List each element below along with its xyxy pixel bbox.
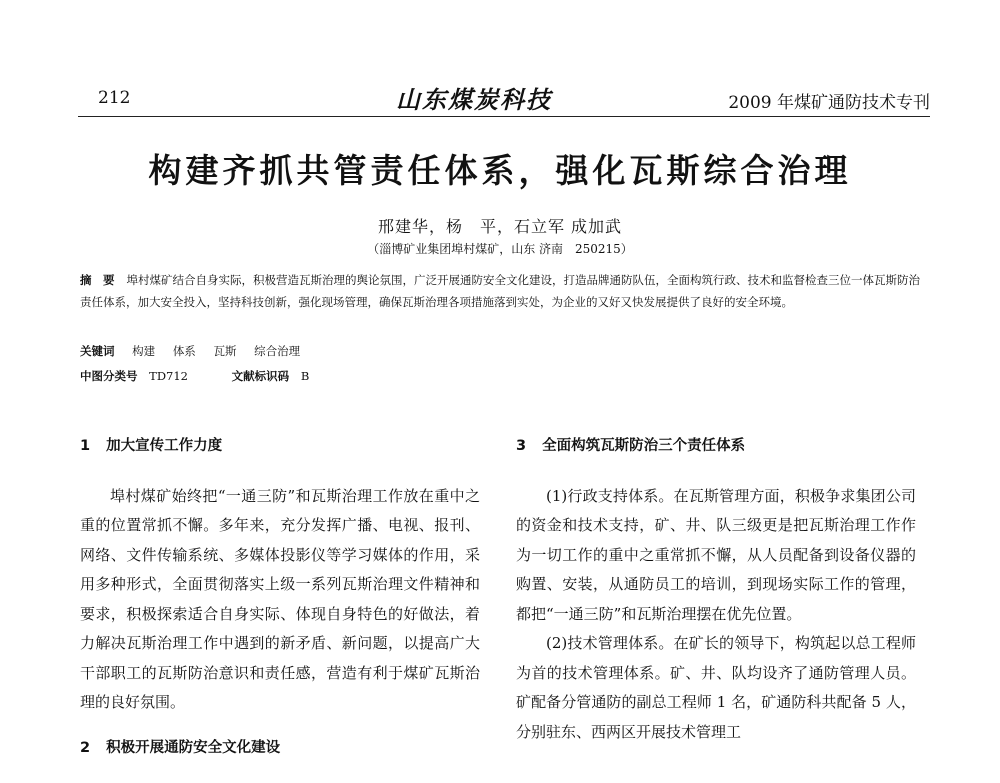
section-heading-2 <box>80 734 480 764</box>
section-number: 3 <box>516 438 527 454</box>
section-1-paragraph: 埠村煤矿始终把“一通三防”和瓦斯治理工作放在重中之重的位置常抓不懈。多年来，充分发挥广播、电视、报刊、网络、文件传输系统、多媒体投影仪等学习媒体的作用，采用多种形式，全面贯彻落实上级一系列瓦斯治理文件精神和要求，积极探索适合自身实际、体现自身特色的好做法，着力解决瓦斯治理工作中遇到的新矛盾、新问题，以提高广大干部职工的瓦斯防治意识和责任感，营造有利于煤矿瓦斯治理的良好氛围。 <box>80 486 480 711</box>
keyword: 体系 <box>172 344 196 358</box>
section-number: 2 <box>80 739 91 756</box>
keyword: 构建 <box>132 344 156 358</box>
doc-code-label: 文献标识码 <box>231 369 290 383</box>
abstract <box>80 269 920 313</box>
journal-logo: 山东煤炭科技 <box>396 85 552 114</box>
section-title: 加大宣传工作力度 <box>106 438 223 454</box>
keywords <box>80 343 314 359</box>
section-number: 1 <box>80 438 91 454</box>
page-number: 212 <box>98 88 131 108</box>
abstract-text: 埠村煤矿结合自身实际，积极营造瓦斯治理的舆论氛围，广泛开展通防安全文化建设，打造品牌通防队伍，全面构筑行政、技术和监督检查三位一体瓦斯防治责任体系，加大安全投入，坚持科技创新，强化现场管理，确保瓦斯治理各项措施落到实处，为企业的又好又快发展提供了良好的安全环境。 <box>80 273 920 309</box>
clc-value: TD712 <box>149 369 188 383</box>
keyword: 综合治理 <box>254 344 301 358</box>
section-heading-1 <box>80 432 480 462</box>
keyword: 瓦斯 <box>213 344 237 358</box>
article-title: 构建齐抓共管责任体系，强化瓦斯综合治理 <box>148 151 852 190</box>
page-header <box>78 80 930 118</box>
section-3-paragraph-2: (2)技术管理体系。在矿长的领导下，构筑起以总工程师为首的技术管理体系。矿、井、队均设齐了通防管理人员。矿配备分管通防的副总工程师 1 名，矿通防科共配备 5 人，分别驻东、西两区开展技术管理工 <box>516 634 916 741</box>
abstract-label: 摘 要 <box>80 273 115 287</box>
right-column <box>516 432 916 747</box>
keywords-label: 关键词 <box>80 344 115 358</box>
issue-title: 2009 年煤矿通防技术专刊 <box>728 93 930 113</box>
header-divider <box>78 116 930 117</box>
left-column <box>80 432 480 783</box>
section-title: 全面构筑瓦斯防治三个责任体系 <box>542 438 746 454</box>
doc-code-value: B <box>300 369 310 383</box>
affiliation: （淄博矿业集团埠村煤矿，山东 济南 250215） <box>367 242 633 256</box>
section-title: 积极开展通防安全文化建设 <box>106 739 281 756</box>
section-3-paragraph-1: (1)行政支持体系。在瓦斯管理方面，积极争求集团公司的资金和技术支持，矿、井、队三级更是把瓦斯治理工作作为一切工作的重中之重常抓不懈，从人员配备到设备仪器的购置、安装，从通防员工的培训，到现场实际工作的管理，都把“一通三防”和瓦斯治理摆在优先位置。 <box>516 486 916 623</box>
clc-label: 中图分类号 <box>80 369 138 383</box>
classification <box>80 368 309 384</box>
section-heading-3 <box>516 432 916 462</box>
authors: 邢建华，杨 平，石立军 成加武 <box>377 217 623 236</box>
